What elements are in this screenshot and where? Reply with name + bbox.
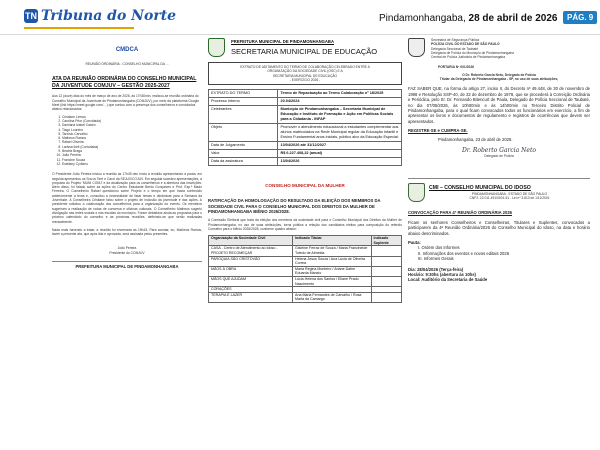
- table-row: [209, 292, 402, 302]
- pauta-label: Pauta:: [408, 239, 421, 245]
- kv-key: Data de Julgamento: [209, 142, 278, 150]
- table-row: [209, 150, 402, 158]
- cmi-title: CMI – CONSELHO MUNICIPAL DO IDOSO: [429, 185, 531, 192]
- comjuv-title: ATA DA REUNIÃO ORDINÁRIA DO CONSELHO MUNICIPAL DA JUVENTUDE COMJUV – GESTÃO 2025-2027: [52, 76, 197, 89]
- cmi-sub: CNPJ: 22.011.491/0001-51 - Lei nº 3.813 de 1/11/2001: [469, 196, 550, 201]
- titular-line: Titular da Delegacia de Pindamonhangaba - SP, no uso de suas atribuições,: [439, 77, 559, 82]
- table-row: [209, 124, 402, 142]
- extrato-table: [208, 89, 402, 166]
- cell: Ana Maria Fernandes de Carvalho / Rosa Maria da Camargo: [293, 292, 371, 302]
- member: 3. Damiana Izabel Castro: [62, 123, 202, 127]
- kv-key: Data da assinatura: [209, 158, 278, 166]
- table-row: [209, 277, 402, 287]
- cmdca-logo: [52, 38, 202, 56]
- portaria-body: FAZ SABER QUE, na forma do artigo 27, inciso II, do Decreto nº 49.448, de 30 de novembro de 1998 e Resolução SSP-40, de 22 de dezembro de 1978, que se procederá à Correição Ordinária e Periódica, pelo Sr. Dr. Fernando Bitencurt de Paula, Delegado de Polícia Seccional de Taubaté, no dia 07/05/2026, às 10h00min e às 14h00min no Terceiro Distrito Policial de Pindamonhangaba, para o qual ficam convocados todos os funcionários em exercício, a fim de apresentar os livros e documentos de regulamento e registros de ocorrências que devem ser apresentados.: [408, 86, 590, 124]
- brand-badge: TN: [25, 11, 37, 21]
- kv-value: Termo de Repactuação ao Termo Colaboração nº 18/2025: [278, 90, 402, 98]
- kv-value: Promover o atendimento educacional a estudantes complementar aos alunos matriculados na Rede Municipal regular da Educação Infantil e Ensino Fundamental anos iniciais, público alvo da Educação Especial.: [278, 124, 402, 142]
- idoso-logo-icon: [408, 183, 425, 202]
- member: 9. Beatriz Braga: [62, 149, 202, 153]
- local-line: Local: Auditório da Secretaria de Saúde: [408, 277, 488, 283]
- page-number-badge: PÁG. 9: [563, 11, 597, 24]
- cmi-sub: PINDAMONHANGABA - ESTADO DE SÃO PAULO: [471, 191, 548, 196]
- cell: Lúcia Helena dos Santos / Eliane Prado Nascimento: [293, 277, 371, 287]
- convocacao-title: CONVOCAÇÃO PARA 4ª REUNIÃO ORDINÁRIA 2026: [408, 210, 513, 216]
- table-row: [209, 158, 402, 166]
- table-row: [209, 266, 402, 276]
- kv-value: 13/04/2026: [278, 158, 402, 166]
- kv-value: R$ 6.227.408,22 (anual): [278, 150, 402, 158]
- comjuv-intro: Aos 12 (doze) dias do mês de março de ano de 2026, às 17h30min, realizou-se reunião ordinária do Conselho Municipal da Juventude de Pindamonhangaba (COMJUV), por meio da plataforma Google Meet (link https://meet.google.com/…) que contou com a presença dos conselheiros e convidados abaixo relacionados:: [52, 94, 199, 112]
- table-row: [209, 142, 402, 150]
- horario-line: Horário: 9:30hs (abertura às 10hs): [408, 271, 476, 277]
- signer-role: Delegado de Polícia: [484, 154, 514, 159]
- convocacao-text: Ficam os senhores Conselheiros e Conselheiras, Titulares e Suplentes, convocados a participarem da 4ª Reunião Ordinária/2026 do Conselho Municipal do Idoso, na data e horário abaixo descriminados.: [408, 219, 590, 236]
- box-line: EXTRATO DE ADITAMENTO DO TERMO DE COLABORAÇÃO CELEBRADO ENTRE A: [240, 65, 370, 69]
- brand-name[interactable]: Tribuna do Norte: [41, 8, 177, 24]
- date-line: Pindamonhangaba, 23 de abril de 2026.: [438, 136, 513, 142]
- column-policia-idoso: [408, 38, 590, 450]
- cell: TERAPIA E LAZER: [209, 292, 293, 302]
- org-line: Delegacia de Polícia do Município de Pindamonhangaba: [431, 50, 514, 55]
- member: 8. Larissa Ikeli (Convidada): [62, 145, 202, 149]
- cell: CASA - Centro de Atendimento ao Idoso - PROJETO RECOMEÇAR: [209, 246, 293, 256]
- city: Pindamonhangaba,: [379, 13, 466, 24]
- pauta-item: II. Informações dos eventos e novos editais 2026: [418, 250, 510, 256]
- pref-header: [208, 38, 402, 57]
- box-line: SECRETARIA MUNICIPAL DE EDUCAÇÃO: [272, 73, 338, 78]
- box-line: ORGANIZAÇÃO DA SOCIEDADE CIVIL (OSC) E A: [267, 69, 343, 74]
- member: 5. Tarcísio Carvalho: [62, 132, 202, 136]
- kv-value: 13/04/2026 até 31/12/2027: [278, 142, 402, 150]
- member: 11. Francine Souza: [62, 158, 202, 162]
- member: 6. Matheus Ramos: [62, 136, 202, 140]
- kv-key: Celebrantes: [209, 106, 278, 124]
- table-row: [209, 98, 402, 106]
- table-row: [209, 90, 402, 98]
- col1-footer: PREFEITURA MUNICIPAL DE PINDAMONHANGABA: [75, 263, 179, 269]
- table-row: [209, 106, 402, 124]
- column-header: Organização da Sociedade Civil: [209, 236, 293, 246]
- newspaper-header: [0, 0, 600, 35]
- kv-key: Valor: [209, 150, 278, 158]
- cell: PAROQUIA SÃO CRISTOVÃO: [209, 256, 293, 266]
- registre-line: REGISTRE-SE e CUMPRA-SE.: [408, 128, 468, 134]
- divider: [408, 178, 590, 179]
- table-row: [209, 256, 402, 266]
- mulher-logo: [208, 174, 402, 192]
- ssp-line: Secretaria de Segurança Pública: [431, 38, 480, 42]
- member: 1. Cristiane Lemos: [62, 115, 202, 119]
- cell: [371, 292, 401, 302]
- member: 4. Tiago Loureiro: [62, 128, 202, 132]
- signature: Dr. Roberto Garcia Neto: [462, 147, 536, 155]
- dateline: [379, 13, 557, 24]
- comjuv-closing: Nada mais havendo a tratar, a reunião foi encerrada às 19h15. Para constar, eu, Matheus Ramos, lavrei a presente ata, que após lida e aprovada, será assinada pelos presentes.: [52, 227, 202, 237]
- extrato-box: [208, 62, 402, 85]
- column-educacao: [208, 38, 402, 450]
- divider: [52, 261, 202, 262]
- kv-value: Município de Pindamonhangaba – Secretaria Municipal de Educação e Instituto de Formação e Ação em Políticas Sociais para a Cidadania - INFAP: [278, 106, 402, 124]
- comjuv-body: O Presidente João Pereira iniciou a reunião às 17h45 deu início à reunião apresentando a pauta, em seguida apresentou os Sra.os Terri e Carol da SEJUV/COJUV. Em seguida sucedeu apresentações, a proposta do Projeto 'MUNI COMJ' e da atualização para os conselheiros e a abertura das inscrições. Além disso, foi falado sobre as ações do Centro Estudante Bento Gonçalves e Prof. Esp.ª Mado Ferreira. O Conselheiro Rafael questionou sobre Projeto e o tempo em que havia conhecido anteriormente a tema e, consultou a necessidade de listar temas e dinâmicas para a Semana da Juventude. A Conselheira Cristiane falou sobre o projeto de inclusão da juventude e das ações. A presidente solicitou a colaboração dos conselheiros para a organização do evento. Os membros sugeriram a realização de rodas de conversa e oficinas culturais. O Conselheiro Matheus sugeriu divulgação nas redes sociais e nas escolas do município. Foram debatidos ainda as propostas para o próximo calendário do conselho e as próximas reuniões, definindo-se que serão realizadas mensalmente.: [52, 172, 202, 224]
- cell: CORAÇÕES: [209, 287, 293, 293]
- pauta-item: III. Informes Gerais: [418, 256, 454, 262]
- cell: Gisleine Ferraz de Souza / Maria Francineide Toledo de Almeida: [293, 246, 371, 256]
- date: 28 de abril de 2026: [468, 13, 558, 24]
- eleitos-table: [208, 235, 402, 303]
- table-header: [209, 236, 402, 246]
- police-crest-icon: [408, 38, 425, 57]
- signer-role: Presidente do COMJUV: [109, 250, 145, 255]
- kv-key: EXTRATO DO TERMO: [209, 90, 278, 98]
- column-comjuv: [52, 38, 202, 450]
- ratificacao-title: RATIFICAÇÃO DA HOMOLOGAÇÃO DO RESULTADO DA ELEIÇÃO DOS MEMBROS DA SOCIEDADE CIVIL PARA O CONSELHO MUNICIPAL DOS DIREITOS DA MULHER DE PINDAMONHANGABA BIÊNIO 2026/2028.: [208, 198, 381, 214]
- kv-value: 20.04/2024: [278, 98, 402, 106]
- table-row: [209, 246, 402, 256]
- dia-line: Dia: 28/04/2026 (Terça-feira): [408, 266, 464, 272]
- cell: Helena Jesus Souza / Ana Lúcia de Oliveira Correa: [293, 256, 371, 266]
- cmi-header: [408, 183, 590, 202]
- cell: [371, 266, 401, 276]
- cell: [371, 246, 401, 256]
- portaria-number: PORTARIA Nº 001/2026: [438, 65, 475, 70]
- org-line: POLÍCIA CIVIL DO ESTADO DE SÃO PAULO: [431, 42, 500, 47]
- cell: MÃOS QUE AJUDAM: [209, 277, 293, 287]
- secretaria-name: SECRETARIA MUNICIPAL DE EDUCAÇÃO: [231, 46, 378, 56]
- cell: [371, 256, 401, 266]
- column-header: Indicado Titular: [293, 236, 371, 246]
- members-list: [52, 115, 202, 167]
- pref-name: PREFEITURA MUNICIPAL DE PINDAMONHANGABA: [231, 39, 334, 45]
- cell: Maria Regina Monteiro / Ariane Dafne Eduarda Manzio: [293, 266, 371, 276]
- coat-of-arms-icon: [208, 38, 225, 57]
- pauta-item: I. Ordem dos Informes: [418, 245, 460, 251]
- mulher-logo-text: CONSELHO MUNICIPAL DA MULHER: [265, 183, 345, 189]
- ref-line: REUNIÃO ORDINÁRIA - CONSELHO MUNICIPAL DA ...: [85, 62, 169, 66]
- kv-key: Objeto: [209, 124, 278, 142]
- org-line: Central de Polícia Judiciária de Pindamonhangaba: [431, 55, 506, 60]
- ratificacao-text: A Comissão Eleitoral que trata da eleição dos membros da sociedade civil para o Conselho Municipal dos Direitos da Mulher de Pindamonhangaba, no uso de suas atribuições, torna pública a relação dos candidatos eleitos para composição do referido Conselho para o biênio 2026/2028, conforme quadro abaixo:: [208, 218, 402, 231]
- policia-header: [408, 38, 590, 59]
- signer-name: João Pereira: [117, 246, 137, 251]
- kv-key: Processo Interno: [209, 98, 278, 106]
- member: 12. Estefany Cyrilano: [62, 162, 202, 166]
- cell: [371, 277, 401, 287]
- logo-text: CMDCA: [115, 47, 139, 53]
- member: 2. Carolina Prior (Convidada): [62, 119, 202, 123]
- org-line: Delegacia Seccional de Taubaté: [431, 46, 479, 51]
- delegado-line: O Dr. Roberto Garcia Neto, Delegado de Polícia: [462, 72, 536, 77]
- column-header: Indicado Suplente: [371, 236, 401, 246]
- cell: MÃOS À OBRA: [209, 266, 293, 276]
- brand-underline: [24, 27, 134, 29]
- member: 10. João Pereira: [62, 153, 202, 157]
- member: 7. Rafael Oliveira: [62, 140, 202, 144]
- box-line: - EXERCÍCIO 2026 -: [289, 77, 321, 82]
